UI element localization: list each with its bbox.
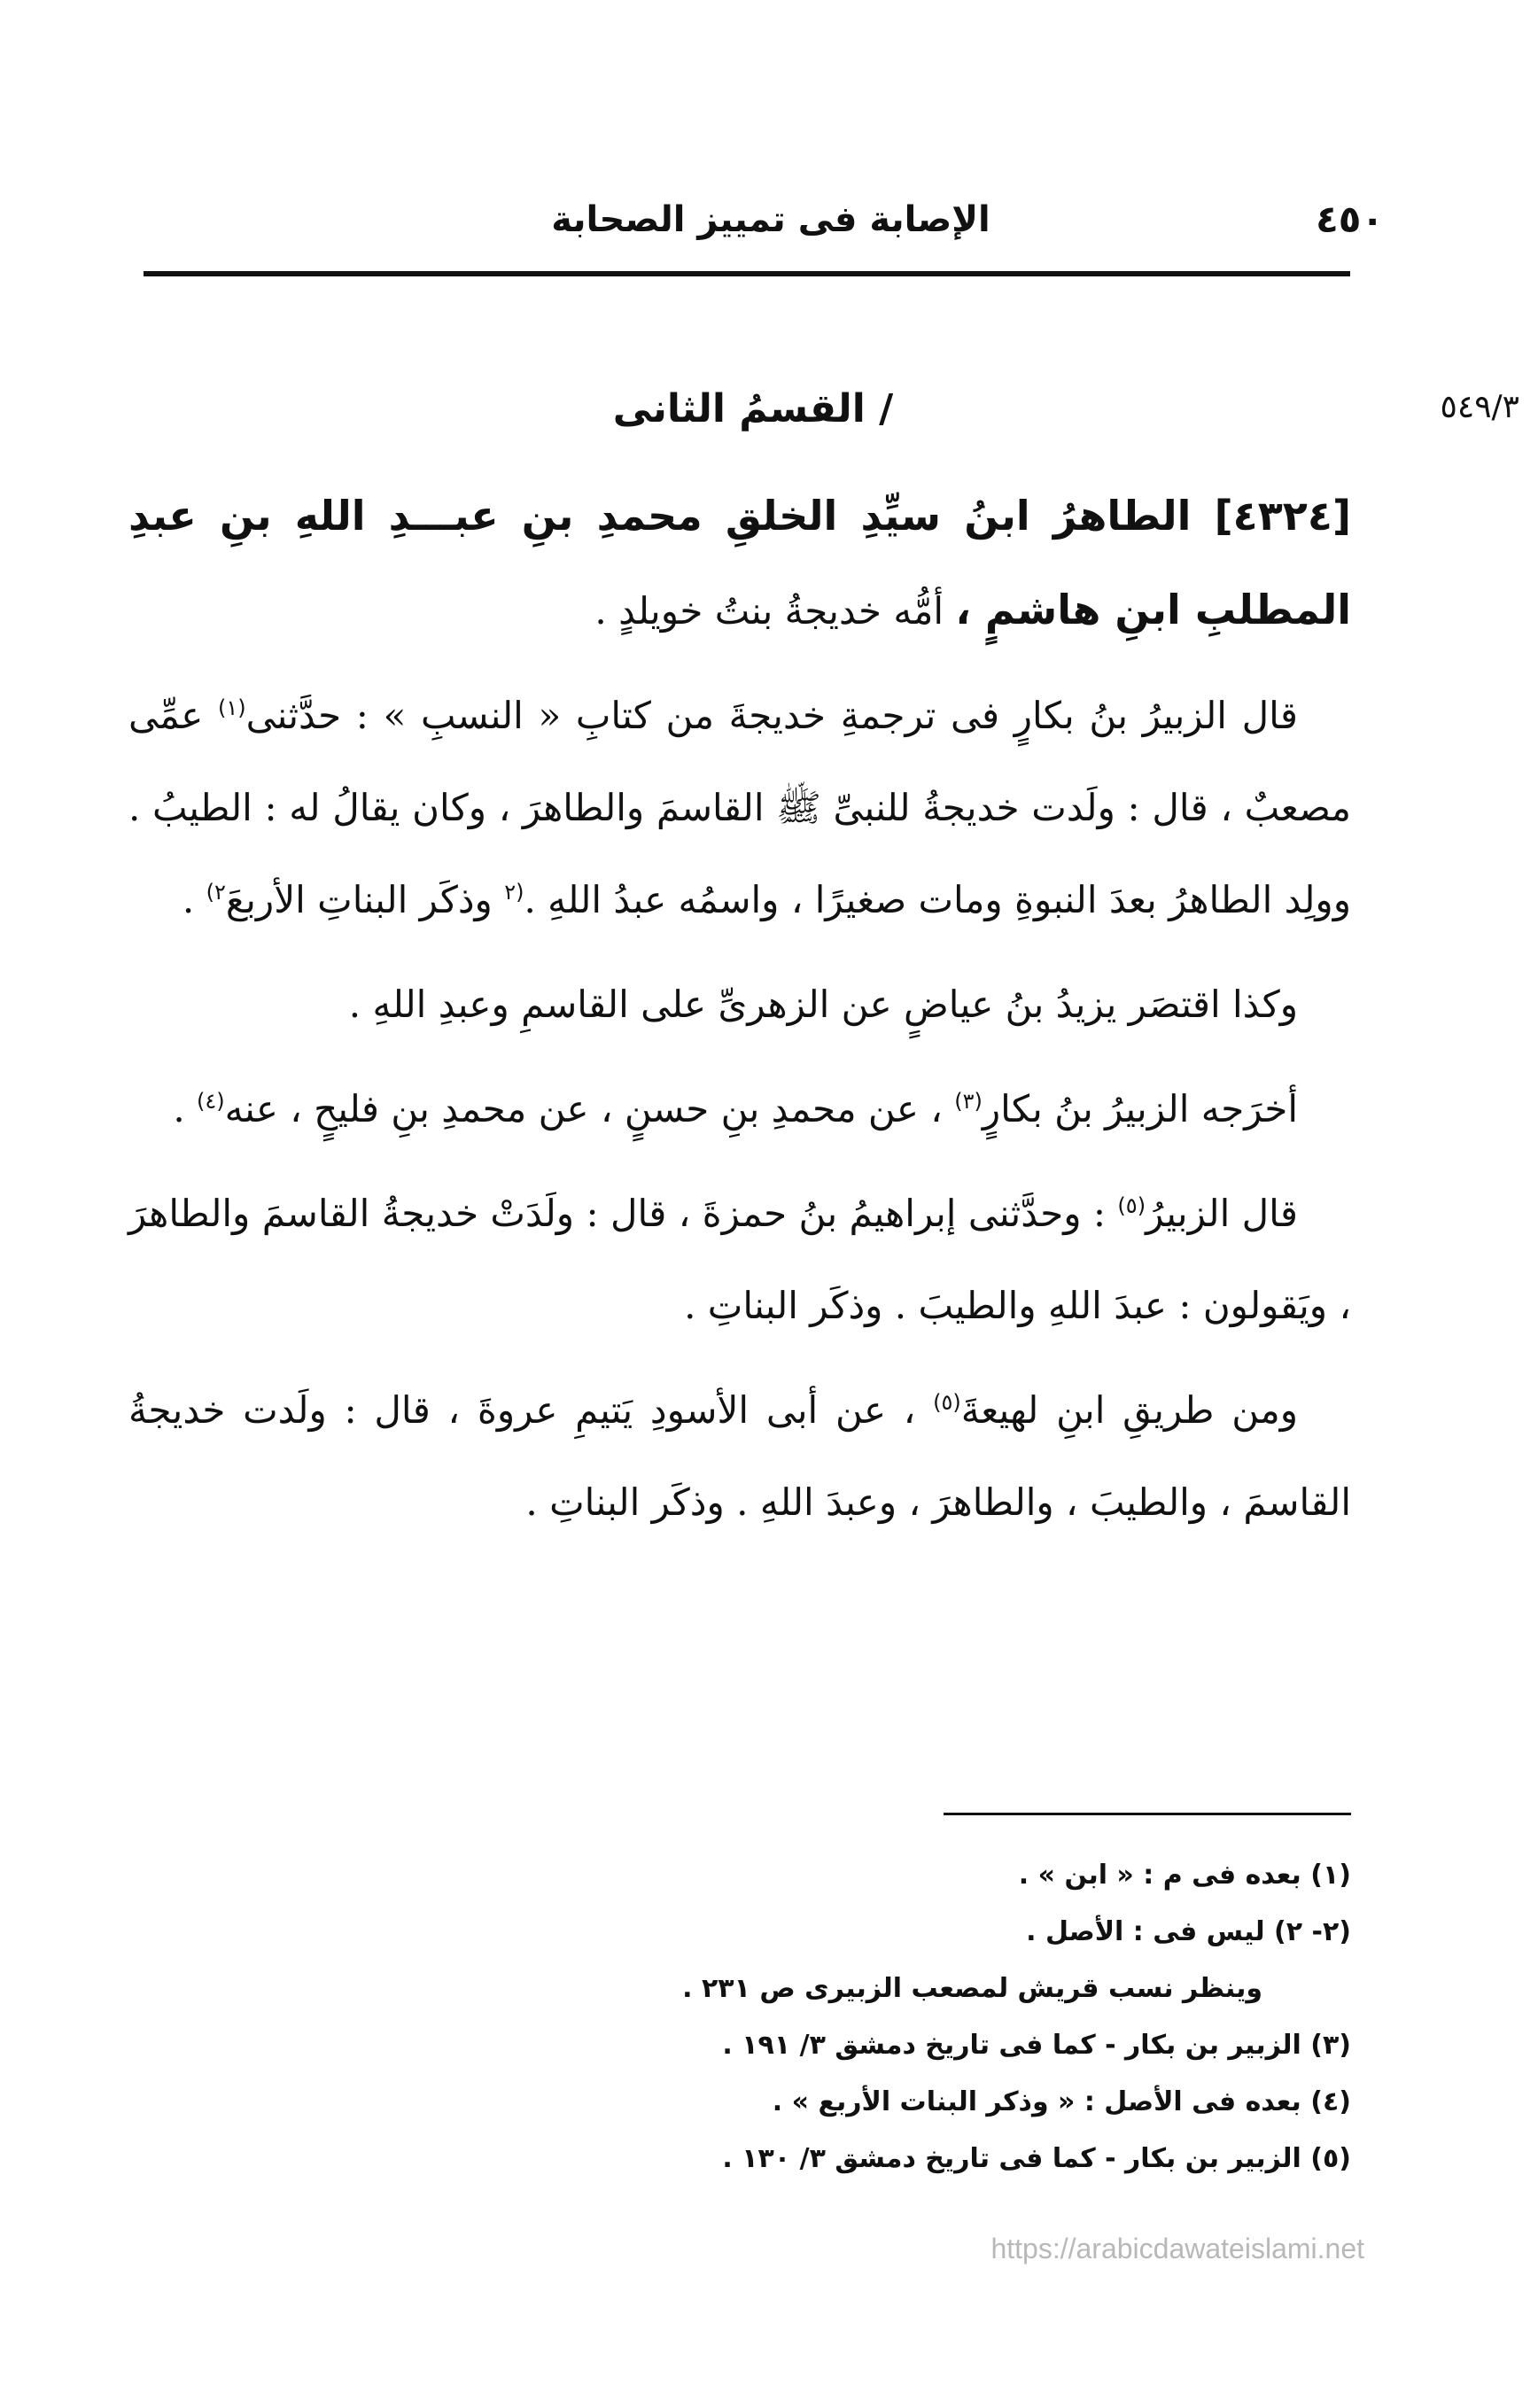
entry-heading-rest: أمُّه خديجةُ بنتُ خويلدٍ . [594, 589, 956, 633]
footnote-marker: (٤) [197, 1089, 225, 1114]
paragraph-1 [128, 670, 1351, 946]
paragraph-text: عمِّى مصعبٌ ، قال : ولَدت خديجةُ للنبىِّ ﷺ القاسمَ والطاهرَ ، وكان يقالُ له : الطيبُ . وولِد الطاهرُ بعدَ النبوةِ ومات صغيرًا ، واسمُه عبدُ اللهِ . [128, 694, 1351, 921]
header-rule [144, 271, 1350, 276]
entry-heading-bold: [٤٣٢٤] الطاهرُ ابنُ سيِّدِ الخلقِ محمدِ بنِ عبـــدِ اللهِ بنِ عبدِ المطلبِ ابنِ هاشمٍ ، [128, 492, 1351, 633]
main-text [128, 470, 1351, 1561]
paragraph-text: ، عن محمدِ بنِ حسنٍ ، عن محمدِ بنِ فليحٍ ، عنه [224, 1087, 955, 1130]
footnote-marker: (٢ [504, 880, 524, 905]
footnotes [620, 1847, 1351, 2187]
footnote-1: (١) بعده فى م : « ابن » . [1018, 1860, 1351, 1891]
paragraph-3 [128, 1063, 1351, 1155]
footnote-5: (٥) الزبير بن بكار - كما فى تاريخ دمشق ٣/ ١٣٠ . [722, 2143, 1351, 2174]
paragraph-text: قال الزبيرُ بنُ بكارٍ فى ترجمةِ خديجةَ من كتابِ « النسبِ » : حدَّثنى [245, 694, 1298, 737]
page-number: ٤٥٠ [1316, 198, 1384, 241]
paragraph-text: أخرَجه الزبيرُ بنُ بكارٍ [982, 1087, 1298, 1130]
footnote-2: (٢- ٢) ليس فى : الأصل . [1026, 1916, 1351, 1947]
paragraph-text: وذكَر البناتِ الأربعَ [225, 878, 505, 921]
watermark-url: https://arabicdawateislami.net [990, 2233, 1364, 2264]
paragraph-text: وكذا اقتصَر يزيدُ بنُ عياضٍ عن الزهرىِّ على القاسمِ وعبدِ اللهِ . [348, 983, 1298, 1026]
paragraph-4 [128, 1168, 1351, 1352]
running-header-title: الإصابة فى تمييز الصحابة [551, 199, 990, 240]
footnote-2-note: وينظر نسب قريش لمصعب الزبيرى ص ٢٣١ . [682, 1973, 1262, 2004]
paragraph-2 [128, 959, 1351, 1051]
footnote-marker: ٢) [206, 880, 226, 905]
paragraph-text: ، عن أبى الأسودِ يَتيمِ عروةَ ، قال : ولَدت خديجةُ القاسمَ ، والطيبَ ، والطاهرَ ، وعبدَ اللهِ . وذكَر البناتِ . [128, 1388, 1351, 1524]
paragraph-text: . [182, 878, 206, 921]
entry-heading [128, 470, 1351, 657]
margin-reference: ٥٤٩/٣ [1440, 389, 1519, 425]
footnote-marker: (٥) [1117, 1193, 1146, 1218]
section-title: / القسمُ الثانى [612, 386, 894, 431]
footnote-marker: (٣) [954, 1089, 983, 1114]
paragraph-text: ومن طريقِ ابنِ لهيعةَ [960, 1388, 1298, 1432]
footnote-marker: (١) [218, 695, 246, 720]
paragraph-text: . [173, 1087, 198, 1130]
paragraph-text: : وحدَّثنى إبراهيمُ بنُ حمزةَ ، قال : ولَدَتْ خديجةُ القاسمَ والطاهرَ ، ويَقولون : عبدَ اللهِ والطيبَ . وذكَر البناتِ . [128, 1192, 1351, 1327]
paragraph-text: قال الزبيرُ [1146, 1192, 1299, 1235]
footnote-marker: (٥) [933, 1390, 961, 1415]
footnote-4: (٤) بعده فى الأصل : « وذكر البنات الأربع » . [772, 2086, 1351, 2117]
paragraph-5 [128, 1364, 1351, 1549]
footnote-3: (٣) الزبير بن بكار - كما فى تاريخ دمشق ٣/ ١٩١ . [722, 2030, 1351, 2061]
footnote-separator [944, 1813, 1351, 1815]
